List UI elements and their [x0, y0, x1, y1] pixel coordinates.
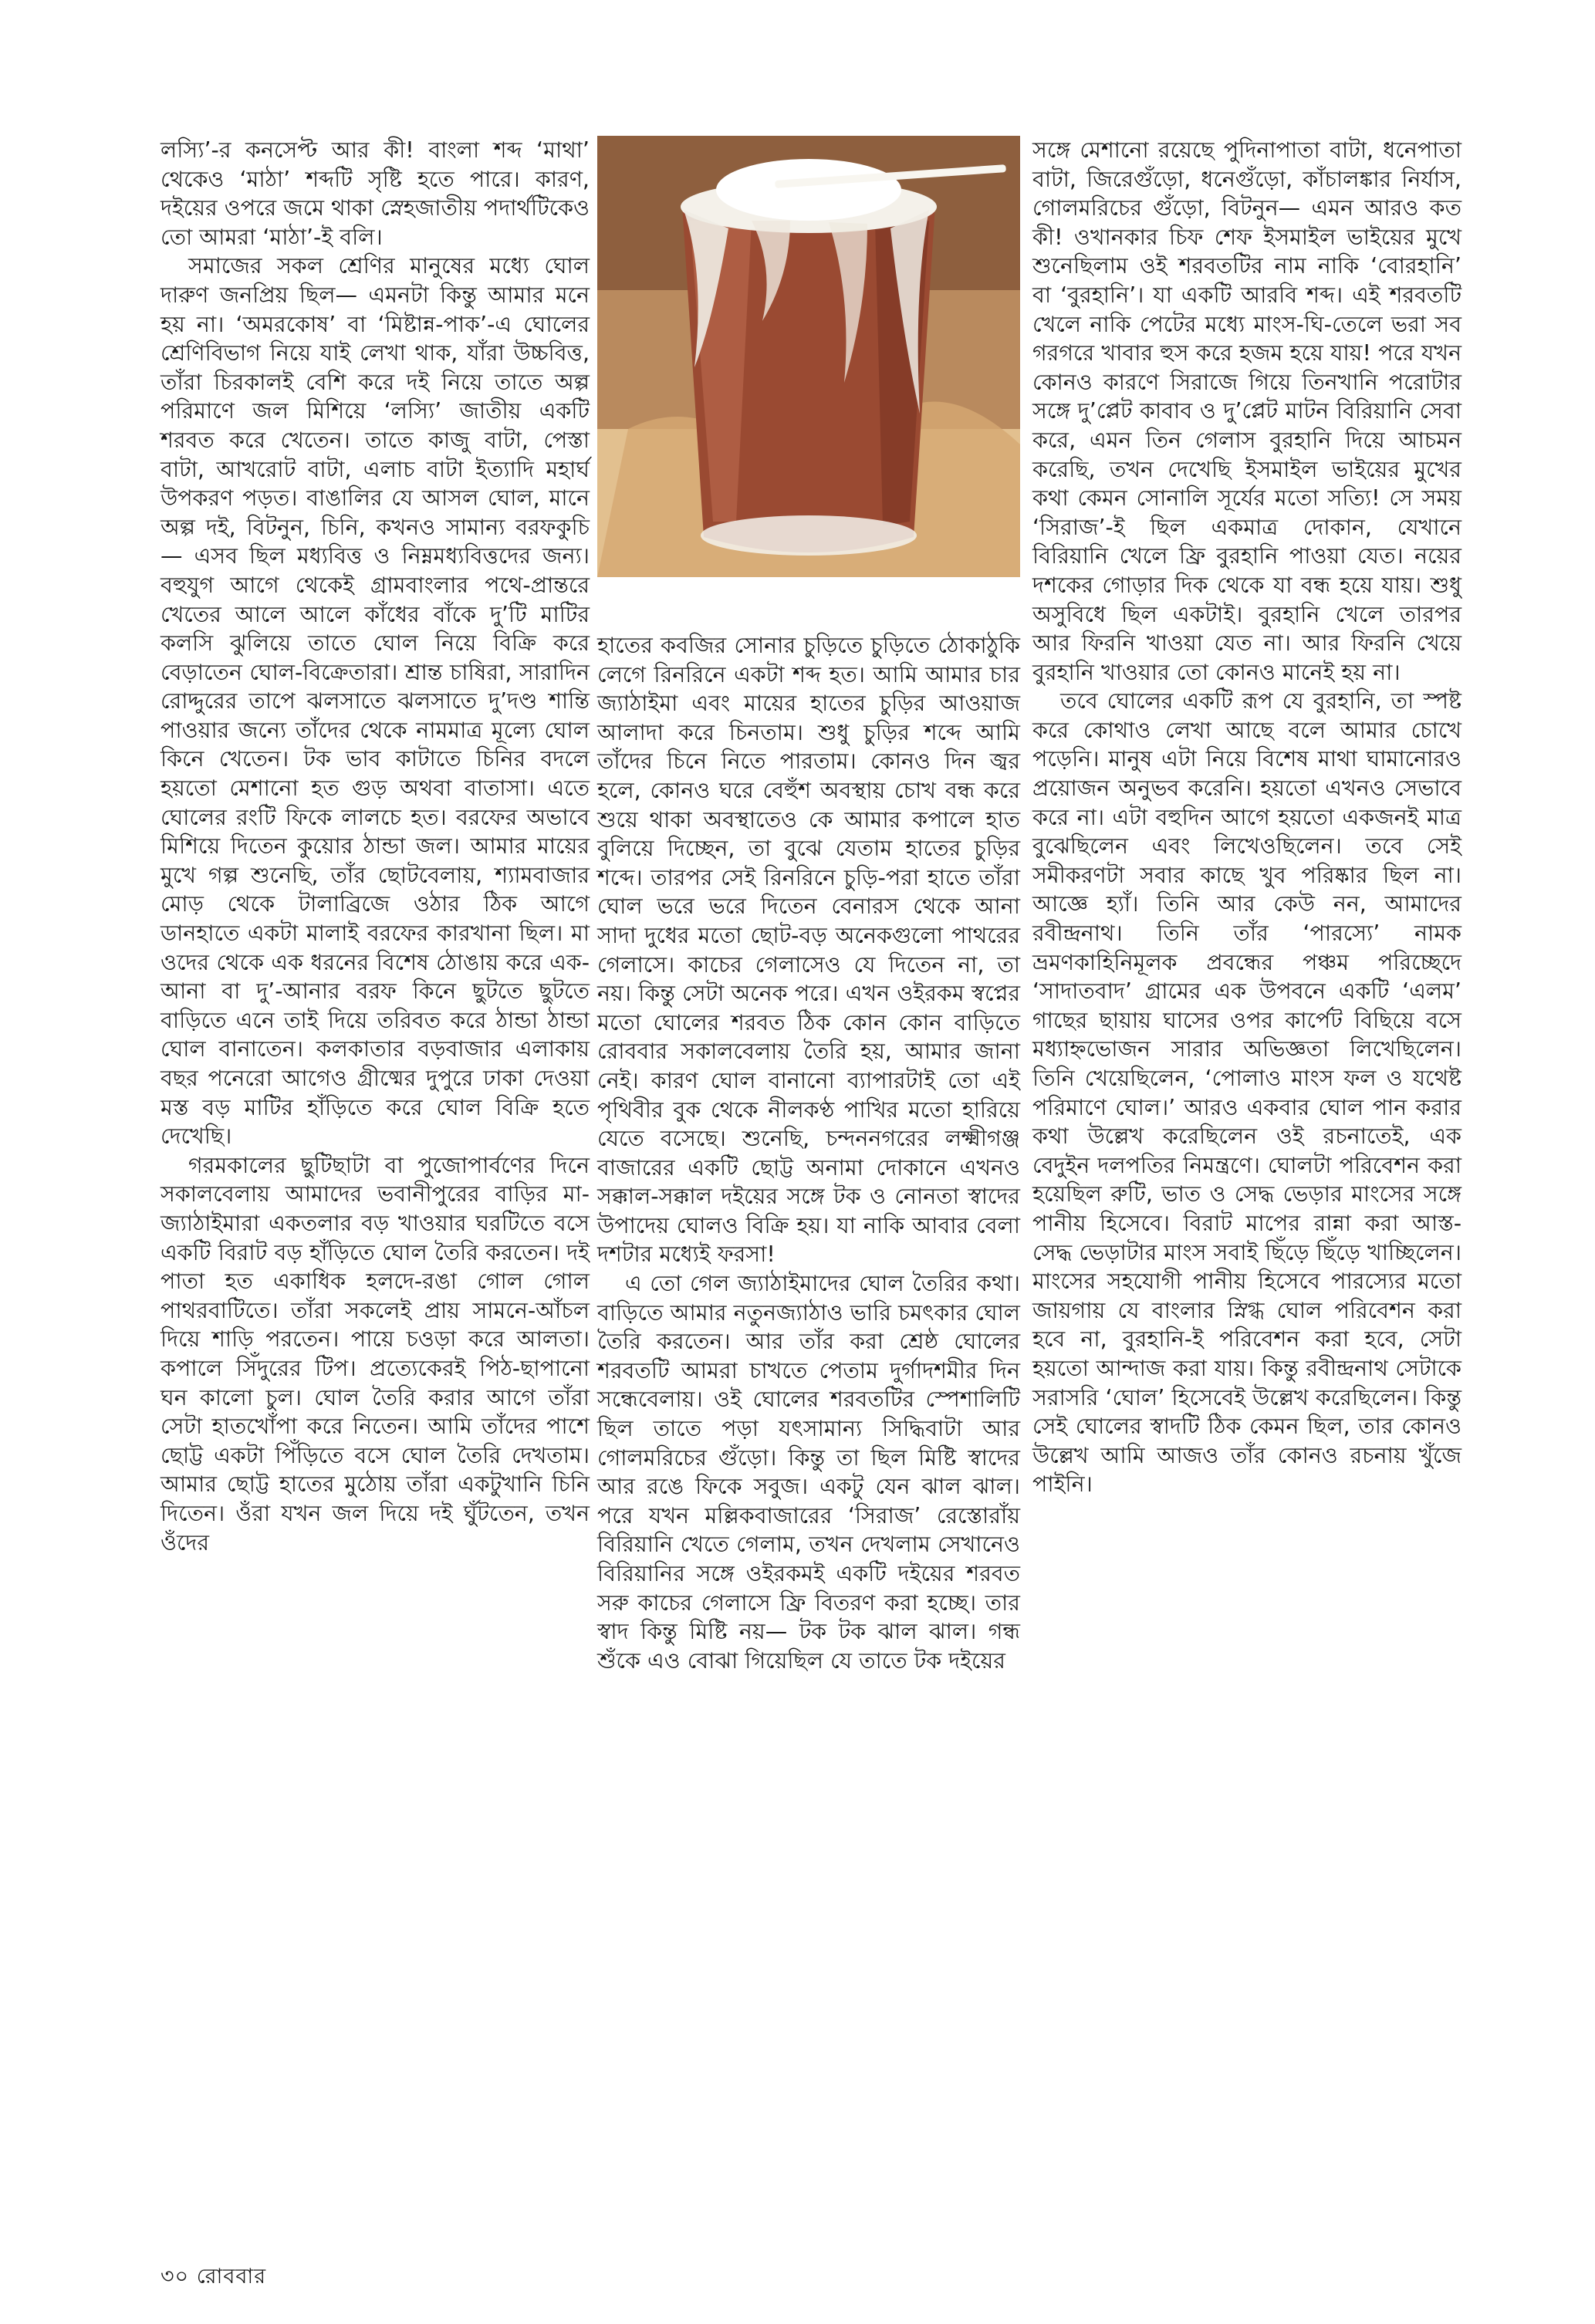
- clay-cup-illustration: [597, 136, 1020, 577]
- article-column-2: [597, 631, 1020, 1675]
- paragraph: সঙ্গে মেশানো রয়েছে পুদিনাপাতা বাটা, ধনেপাতা বাটা, জিরেগুঁড়ো, ধনেগুঁড়ো, কাঁচালঙ্কার নির্যাস, গোলমরিচের গুঁড়ো, বিটনুন— এমন আরও কত কী! ওখানকার চিফ শেফ ইসমাইল ভাইয়ের মুখে শুনেছিলাম ওই শরবতটির নাম নাকি ‘বোরহানি’ বা ‘বুরহানি’। যা একটি আরবি শব্দ। এই শরবতটি খেলে নাকি পেটের মধ্যে মাংস-ঘি-তেলে ভরা সব গরগরে খাবার হুস করে হজম হয়ে যায়! পরে যখন কোনও কারণে সিরাজে গিয়ে তিনখানি পরোটার সঙ্গে দু’প্লেট কাবাব ও দু’প্লেট মাটন বিরিয়ানি সেবা করে, এমন তিন গেলাস বুরহানি দিয়ে আচমন করেছি, তখন দেখেছি ইসমাইল ভাইয়ের মুখের কথা কেমন সোনালি সূর্যের মতো সত্যি! সে সময় ‘সিরাজ’-ই ছিল একমাত্র দোকান, যেখানে বিরিয়ানি খেলে ফ্রি বুরহানি পাওয়া যেত। নয়ের দশকের গোড়ার দিক থেকে যা বন্ধ হয়ে যায়। শুধু অসুবিধে ছিল একটাই। বুরহানি খেলে তারপর আর ফিরনি খাওয়া যেত না। আর ফিরনি খেয়ে বুরহানি খাওয়ার তো কোনও মানেই হয় না।: [1032, 137, 1462, 685]
- paragraph: গরমকালের ছুটিছাটা বা পুজোপার্বণের দিনে সকালবেলায় আমাদের ভবানীপুরের বাড়ির মা-জ্যাঠাইমারা একতলার বড় খাওয়ার ঘরটিতে বসে একটি বিরাট বড় হাঁড়িতে ঘোল তৈরি করতেন। দই পাতা হত একাধিক হলদে-রঙা গোল গোল পাথরবাটিতে। তাঁরা সকলেই প্রায় সামনে-আঁচল দিয়ে শাড়ি পরতেন। পায়ে চওড়া করে আলতা। কপালে সিঁদুরের টিপ। প্রত্যেকেরই পিঠ-ছাপানো ঘন কালো চুল। ঘোল তৈরি করার আগে তাঁরা সেটা হাতখোঁপা করে নিতেন। আমি তাঁদের পাশে ছোট্ট একটা পিঁড়িতে বসে ঘোল তৈরি দেখতাম। আমার ছোট্ট হাতের মুঠোয় তাঁরা একটুখানি চিনি দিতেন। ওঁরা যখন জল দিয়ে দই ঘুঁটতেন, তখন ওঁদের: [161, 1152, 590, 1556]
- paragraph: লস্যি’-র কনসেপ্ট আর কী! বাংলা শব্দ ‘মাথা’ থেকেও ‘মাঠা’ শব্দটি সৃষ্টি হতে পারে। কারণ, দইয়ের ওপরে জমে থাকা স্নেহজাতীয় পদার্থটিকেও তো আমরা ‘মাঠা’-ই বলি।: [161, 137, 590, 250]
- paragraph: এ তো গেল জ্যাঠাইমাদের ঘোল তৈরির কথা। বাড়িতে আমার নতুনজ্যাঠাও ভারি চমৎকার ঘোল তৈরি করতেন। আর তাঁর করা শ্রেষ্ঠ ঘোলের শরবতটি আমরা চাখতে পেতাম দুর্গাদশমীর দিন সন্ধেবেলায়। ওই ঘোলের শরবতটির স্পেশালিটি ছিল তাতে পড়া যৎসামান্য সিদ্ধিবাটা আর গোলমরিচের গুঁড়ো। কিন্তু তা ছিল মিষ্টি স্বাদের আর রঙে ফিকে সবুজ। একটু যেন ঝাল ঝাল। পরে যখন মল্লিকবাজারের ‘সিরাজ’ রেস্তোরাঁয় বিরিয়ানি খেতে গেলাম, তখন দেখলাম সেখানেও বিরিয়ানির সঙ্গে ওইরকমই একটি দইয়ের শরবত সরু কাচের গেলাসে ফ্রি বিতরণ করা হচ্ছে। তার স্বাদ কিন্তু মিষ্টি নয়— টক টক ঝাল ঝাল। গন্ধ শুঁকে এও বোঝা গিয়েছিল যে তাতে টক দইয়ের: [597, 1271, 1020, 1674]
- paragraph: তবে ঘোলের একটি রূপ যে বুরহানি, তা স্পষ্ট করে কোথাও লেখা আছে বলে আমার চোখে পড়েনি। মানুষ এটা নিয়ে বিশেষ মাথা ঘামানোরও প্রয়োজন অনুভব করেনি। হয়তো এখনও সেভাবে করে না। এটা বহুদিন আগে হয়তো একজনই মাত্র বুঝেছিলেন এবং লিখেওছিলেন। তবে সেই সমীকরণটা সবার কাছে খুব পরিষ্কার ছিল না। আজ্ঞে হ্যাঁ। তিনি আর কেউ নন, আমাদের রবীন্দ্রনাথ। তিনি তাঁর ‘পারস্যে’ নামক ভ্রমণকাহিনিমূলক প্রবন্ধের পঞ্চম পরিচ্ছেদে ‘সাদাতবাদ’ গ্রামের এক উপবনে একটি ‘এলম’ গাছের ছায়ায় ঘাসের ওপর কার্পেট বিছিয়ে বসে মধ্যাহ্নভোজন সারার অভিজ্ঞতা লিখেছিলেন। তিনি খেয়েছিলেন, ‘পোলাও মাংস ফল ও যথেষ্ট পরিমাণে ঘোল।’ আরও একবার ঘোল পান করার কথা উল্লেখ করেছিলেন ওই রচনাতেই, এক বেদুইন দলপতির নিমন্ত্রণে। ঘোলটা পরিবেশন করা হয়েছিল রুটি, ভাত ও সেদ্ধ ভেড়ার মাংসের সঙ্গে পানীয় হিসেবে। বিরাট মাপের রান্না করা আস্ত-সেদ্ধ ভেড়াটার মাংস সবাই ছিঁড়ে ছিঁড়ে খাচ্ছিলেন। মাংসের সহযোগী পানীয় হিসেবে পারস্যের মতো জায়গায় যে বাংলার স্নিগ্ধ ঘোল পরিবেশন করা হবে না, বুরহানি-ই পরিবেশন করা হবে, সেটা হয়তো আন্দাজ করা যায়। কিন্তু রবীন্দ্রনাথ সেটাকে সরাসরি ‘ঘোল’ হিসেবেই উল্লেখ করেছিলেন। কিন্তু সেই ঘোলের স্বাদটি ঠিক কেমন ছিল, তার কোনও উল্লেখ আমি আজও তাঁর কোনও রচনায় খুঁজে পাইনি।: [1032, 688, 1462, 1498]
- clay-cup-photo: [597, 136, 1020, 577]
- article-column-3: [1032, 136, 1462, 1499]
- paragraph: হাতের কবজির সোনার চুড়িতে চুড়িতে ঠোকাঠুকি লেগে রিনরিনে একটা শব্দ হত। আমি আমার চার জ্যাঠাইমা এবং মায়ের হাতের চুড়ির আওয়াজ আলাদা করে চিনতাম। শুধু চুড়ির শব্দে আমি তাঁদের চিনে নিতে পারতাম। কোনও দিন জ্বর হলে, কোনও ঘরে বেহুঁশ অবস্থায় চোখ বন্ধ করে শুয়ে থাকা অবস্থাতেও কে আমার কপালে হাত বুলিয়ে দিচ্ছেন, তা বুঝে যেতাম হাতের চুড়ির শব্দে। তারপর সেই রিনরিনে চুড়ি-পরা হাতে তাঁরা ঘোল ভরে ভরে দিতেন বেনারস থেকে আনা সাদা দুধের মতো ছোট-বড় অনেকগুলো পাথরের গেলাসে। কাচের গেলাসেও যে দিতেন না, তা নয়। কিন্তু সেটা অনেক পরে। এখন ওইরকম স্বপ্নের মতো ঘোলের শরবত ঠিক কোন কোন বাড়িতে রোববার সকালবেলায় তৈরি হয়, আমার জানা নেই। কারণ ঘোল বানানো ব্যাপারটাই তো এই পৃথিবীর বুক থেকে নীলকণ্ঠ পাখির মতো হারিয়ে যেতে বসেছে। শুনেছি, চন্দননগরের লক্ষ্মীগঞ্জ বাজারের একটি ছোট্ট অনামা দোকানে এখনও সক্কাল-সক্কাল দইয়ের সঙ্গে টক ও নোনতা স্বাদের উপাদেয় ঘোলও বিক্রি হয়। যা নাকি আবার বেলা দশটার মধ্যেই ফরসা!: [597, 633, 1020, 1268]
- article-column-1: [161, 136, 590, 1557]
- paragraph: সমাজের সকল শ্রেণির মানুষের মধ্যে ঘোল দারুণ জনপ্রিয় ছিল— এমনটা কিন্তু আমার মনে হয় না। ‘অমরকোষ’ বা ‘মিষ্টান্ন-পাক’-এ ঘোলের শ্রেণিবিভাগ নিয়ে যাই লেখা থাক, যাঁরা উচ্চবিত্ত, তাঁরা চিরকালই বেশি করে দই নিয়ে তাতে অল্প পরিমাণে জল মিশিয়ে ‘লস্যি’ জাতীয় একটি শরবত করে খেতেন। তাতে কাজু বাটা, পেস্তা বাটা, আখরোট বাটা, এলাচ বাটা ইত্যাদি মহার্ঘ উপকরণ পড়ত। বাঙালির যে আসল ঘোল, মানে অল্প দই, বিটনুন, চিনি, কখনও সামান্য বরফকুচি— এসব ছিল মধ্যবিত্ত ও নিম্নমধ্যবিত্তদের জন্য। বহুযুগ আগে থেকেই গ্রামবাংলার পথে-প্রান্তরে খেতের আলে আলে কাঁধের বাঁকে দু’টি মাটির কলসি ঝুলিয়ে তাতে ঘোল নিয়ে বিক্রি করে বেড়াতেন ঘোল-বিক্রেতারা। শ্রান্ত চাষিরা, সারাদিন রোদ্দুরের তাপে ঝলসাতে ঝলসাতে দু’দণ্ড শান্তি পাওয়ার জন্যে তাঁদের থেকে নামমাত্র মূল্যে ঘোল কিনে খেতেন। টক ভাব কাটাতে চিনির বদলে হয়তো মেশানো হত গুড় অথবা বাতাসা। এতে ঘোলের রংটি ফিকে লালচে হত। বরফের অভাবে মিশিয়ে দিতেন কুয়োর ঠান্ডা জল। আমার মায়ের মুখে গল্প শুনেছি, তাঁর ছোটবেলায়, শ্যামবাজার মোড় থেকে টালাব্রিজে ওঠার ঠিক আগে ডানহাতে একটা মালাই বরফের কারখানা ছিল। মা ওদের থেকে এক ধরনের বিশেষ ঠোঙায় করে এক-আনা বা দু’-আনার বরফ কিনে ছুটতে ছুটতে বাড়িতে এনে তাই দিয়ে তরিবত করে ঠান্ডা ঠান্ডা ঘোল বানাতেন। কলকাতার বড়বাজার এলাকায় বছর পনেরো আগেও গ্রীষ্মের দুপুরে ঢাকা দেওয়া মস্ত বড় মাটির হাঁড়িতে করে ঘোল বিক্রি হতে দেখেছি।: [161, 253, 590, 1150]
- page-folio: ৩০ রোববার: [161, 2265, 267, 2289]
